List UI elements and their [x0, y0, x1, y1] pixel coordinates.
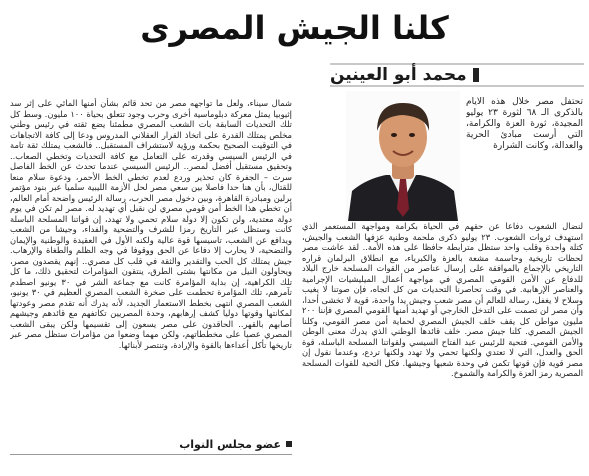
article-headline: كلنا الجيش المصرى — [140, 9, 449, 47]
intro-paragraph: تحتفل مصر خلال هذه الأيام بالذكرى الـ ٦٨ لثورة ٢٣ يوليو المجيدة، ثورة العزة والكرامة، التي أرست مبادئ الحرية والعدالة، وكانت الشرارة — [466, 97, 583, 151]
article-column-left — [10, 98, 292, 426]
signature-title: عضو مجلس النواب — [179, 437, 281, 451]
square-marker-icon — [473, 68, 479, 82]
square-bullet-icon — [286, 441, 292, 447]
bottom-divider — [10, 454, 292, 455]
article-body-paragraph: شمال سيناء، ولعل ما تواجهه مصر من تحد قائم بشأن أمنها المائي على إثر سد إثيوبيا يمثل معركة دبلوماسية أخرى وحرب وجود تتعلق بحياة ١٠٠ مليون. وسط كل تلك التحديات السابقة بات الشعب المصري مطمئنا يضع ثقته في رئيس وطني مخلص يمتلك القدرة على اتخاذ القرار العقلاني المدروس ودعا إلى كافة الاتجاهات في التوقيت الصحيح بحكمة ورؤية لاستشراف المستقبل.. فالشعب يمتلك ثقة تامة في الرئيس السيسي وقدرته على التعامل مع كافة التحديات وتخطي الصعاب.. وتحقيق مستقبل أفضل لمصر.. الرئيس السيسي عندما تحدث عن الخط الفاصل سرت – الجفرة كان تحذير وردع لعدم تخطي الخط الأحمر، ودعوة سلام منعا للقتال، بأن هنا حدا فاصلا بين سعي مصر لحل الأزمة الليبية سلميا عبر بنود مؤتمر برلين ومبادرة القاهرة، وبين دخول مصر الحرب، رسالة الرئيس واضحة أمام العالم، أن تخطي هذا الخط أمن قومي مصري لن نقبل أي تهديد له. مصر لم تكن في يوم دولة معتدية، ولن تكون إلا دولة سلام تحمي ولا تهدد، إن قواتنا المسلحة الباسلة كانت وستظل عبر التاريخ رمزا للشرف والتضحية والفداء، وجيشا من الشعب ويدافع عن الشعب، تاسيسها قوة عالية ولكنه الأول في العقيدة والوطنية والإيمان والتضحية، لا يحارب إلا دفاعا عن الحق ووقوفا في وجه الظلم والطغاة والإرهاب. جيش يمتلك كل الحب والتقدير والثقة في قلب كل مصري.. إنهم يقصدون مصر، ويحاولون النيل من مكانتها بشتى الطرق، ينتقون المؤامرات لتحقيق ذلك، ما كل تلك الكراهية، إن بداية المؤامرة كانت مع جماعة الشر في ٣٠ يونيو اصطدم تآمرهم، تلك المؤامرة تحطمت على صخرة الشعب المصري العظيم في ٣٠ يونيو، الشعب المصري انتهى بخطط الاستعمار الجديد، لأنه يدرك أنه تقدم مصر وعودتها لمكانتها وقوتها دوليا كشف إرهابهم، وحدة المصريين تكاتفهم مع قائدهم وجيشهم أصابهم بالقهر.. الحاقدون على مصر يسعون إلى تقسيمها ولكن يبقى الشعب المصري عصيا على مخططاتهم، ولكن مهما وضعوا من مؤامرات ستظل مصر عبر تاريخها تأكل أعداءها بالقوة والإرادة، وتنتصر لأبنائها. — [10, 98, 292, 350]
author-byline — [330, 63, 584, 87]
author-signature — [10, 434, 292, 454]
author-portrait-image — [346, 91, 460, 221]
author-photo — [346, 91, 460, 221]
article-body-paragraph: لنضال الشعوب دفاعا عن حقهم في الحياة بكرامة ومواجهة المستعمر الذي استهدف ثروات الشعوب. ٢٣ يوليو ذكرى ملحمة وطنية عزفها الشعب والجيش، كتلة واحدة وقلب واحد ستظل مترابطة حافظا على هذه الأمة.. لقد عاشت مصر لحظات تاريخية وحاسمة مشعة بالعزة والكبرياء، مع انطلاق البرلمان قراره التاريخي بالإجماع بالموافقة على إرسال عناصر من القوات المسلحة خارج البلاد للدفاع عن الأمن القومي المصري في مواجهة أعمال الميليشيات الإجرامية والعناصر الإرهابية. في وقت تحاصرنا التحديات من كل اتجاه، فإن صوتنا لا يغيب وسلاح لا يغفل، رسالة للعالم أن مصر شعب وجيش يدا واحدة، قوية لا تخشى أحدا، وأن مصر لن تصمت على التدخل الخارجي أو تهديد أمنها القومي المصري فإننا ٢٠٠ مليون مواطن كل يقف خلف الجيش المصري لحماية أمن مصر القومي، وكلنا الجيش المصري. كلنا جيش مصر. خلف قائدها الوطني الذي يدرك معنى الوطن والأمن القومي. فتحية للرئيس عبد الفتاح السيسي ولقواتنا المسلحة الباسلة، قوة الحق والعدل، التي لا تعتدي ولكنها تحمي ولا تهدد ولكنها تردع، وعندما نقول إن مصر قوية فإن قوتها تكمن في وحدة شعبها وجيشها. فكل التحية للقوات المسلحة المصرية رمز العزة والكرامة والشموخ. — [302, 221, 583, 378]
author-name: محمد أبو العينين — [330, 65, 467, 85]
article-column-right — [302, 221, 583, 469]
